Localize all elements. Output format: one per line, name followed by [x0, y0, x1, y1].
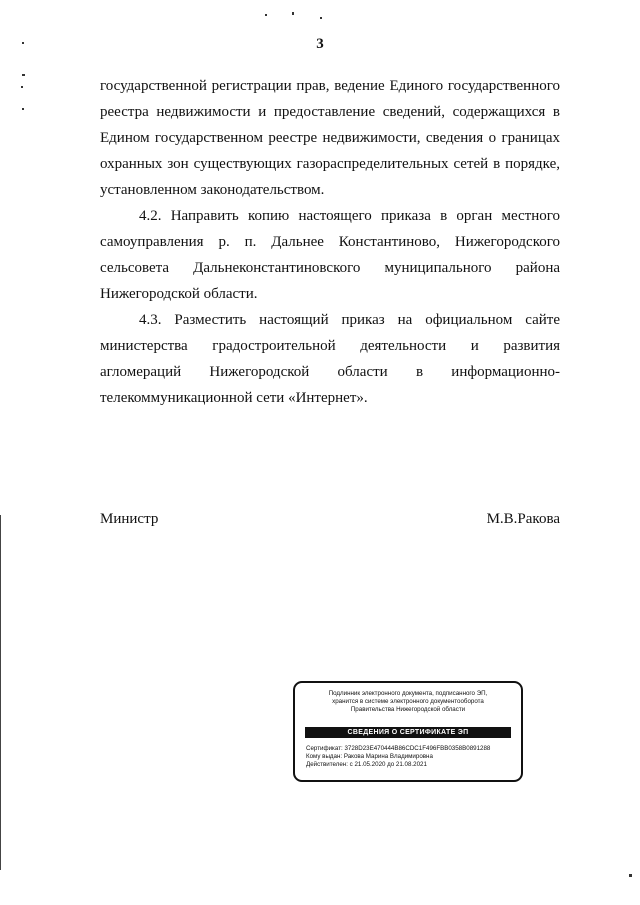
- stamp-certificate: Сертификат: 3728D23E470444B86CDC1F496FBB0358B0891288: [306, 745, 491, 752]
- scan-speck: [21, 86, 23, 88]
- paragraph-4-2: 4.2. Направить копию настоящего приказа в орган местного самоуправления р. п. Дальнее Константиново, Нижегородского сельсовета Дальнеконстантиновского муниципального района Нижегородской области.: [100, 208, 560, 302]
- page-number: 3: [316, 36, 324, 52]
- stamp-title: СВЕДЕНИЯ О СЕРТИФИКАТЕ ЭП: [305, 727, 511, 738]
- scan-speck: [629, 874, 632, 877]
- signature-name: М.В.Ракова: [486, 511, 560, 527]
- signature-role: Министр: [100, 511, 159, 527]
- stamp-details: [306, 745, 516, 770]
- scan-speck: [22, 108, 24, 110]
- stamp-note-line: хранится в системе электронного документооборота: [332, 698, 484, 706]
- paragraph-4-3: 4.3. Разместить настоящий приказ на официальном сайте министерства градостроительной деятельности и развития агломераций Нижегородской области в информационно-телекоммуникационной сети «Интернет».: [100, 312, 560, 406]
- stamp-issued-to: Кому выдан: Ракова Марина Владимировна: [306, 753, 433, 761]
- scan-speck: [22, 42, 24, 44]
- paragraph-continuation: государственной регистрации прав, ведение Единого государственного реестра недвижимости и предоставление сведений, содержащихся в Едином государственном реестре недвижимости, сведения о границах охранных зон существующих газораспределительных сетей в порядке, установленном законодательством.: [100, 78, 560, 198]
- scan-speck: [265, 14, 267, 16]
- scan-speck: [22, 74, 25, 76]
- electronic-signature-stamp: [293, 681, 523, 782]
- scan-speck: [292, 12, 294, 15]
- stamp-note: [295, 690, 521, 715]
- stamp-note-line: Подлинник электронного документа, подписанного ЭП,: [328, 690, 488, 697]
- stamp-validity: Действителен: с 21.05.2020 до 21.08.2021: [306, 761, 427, 769]
- scan-speck: [320, 17, 322, 19]
- scan-edge-line: [0, 515, 1, 870]
- stamp-note-line: Правительства Нижегородской области: [350, 706, 466, 714]
